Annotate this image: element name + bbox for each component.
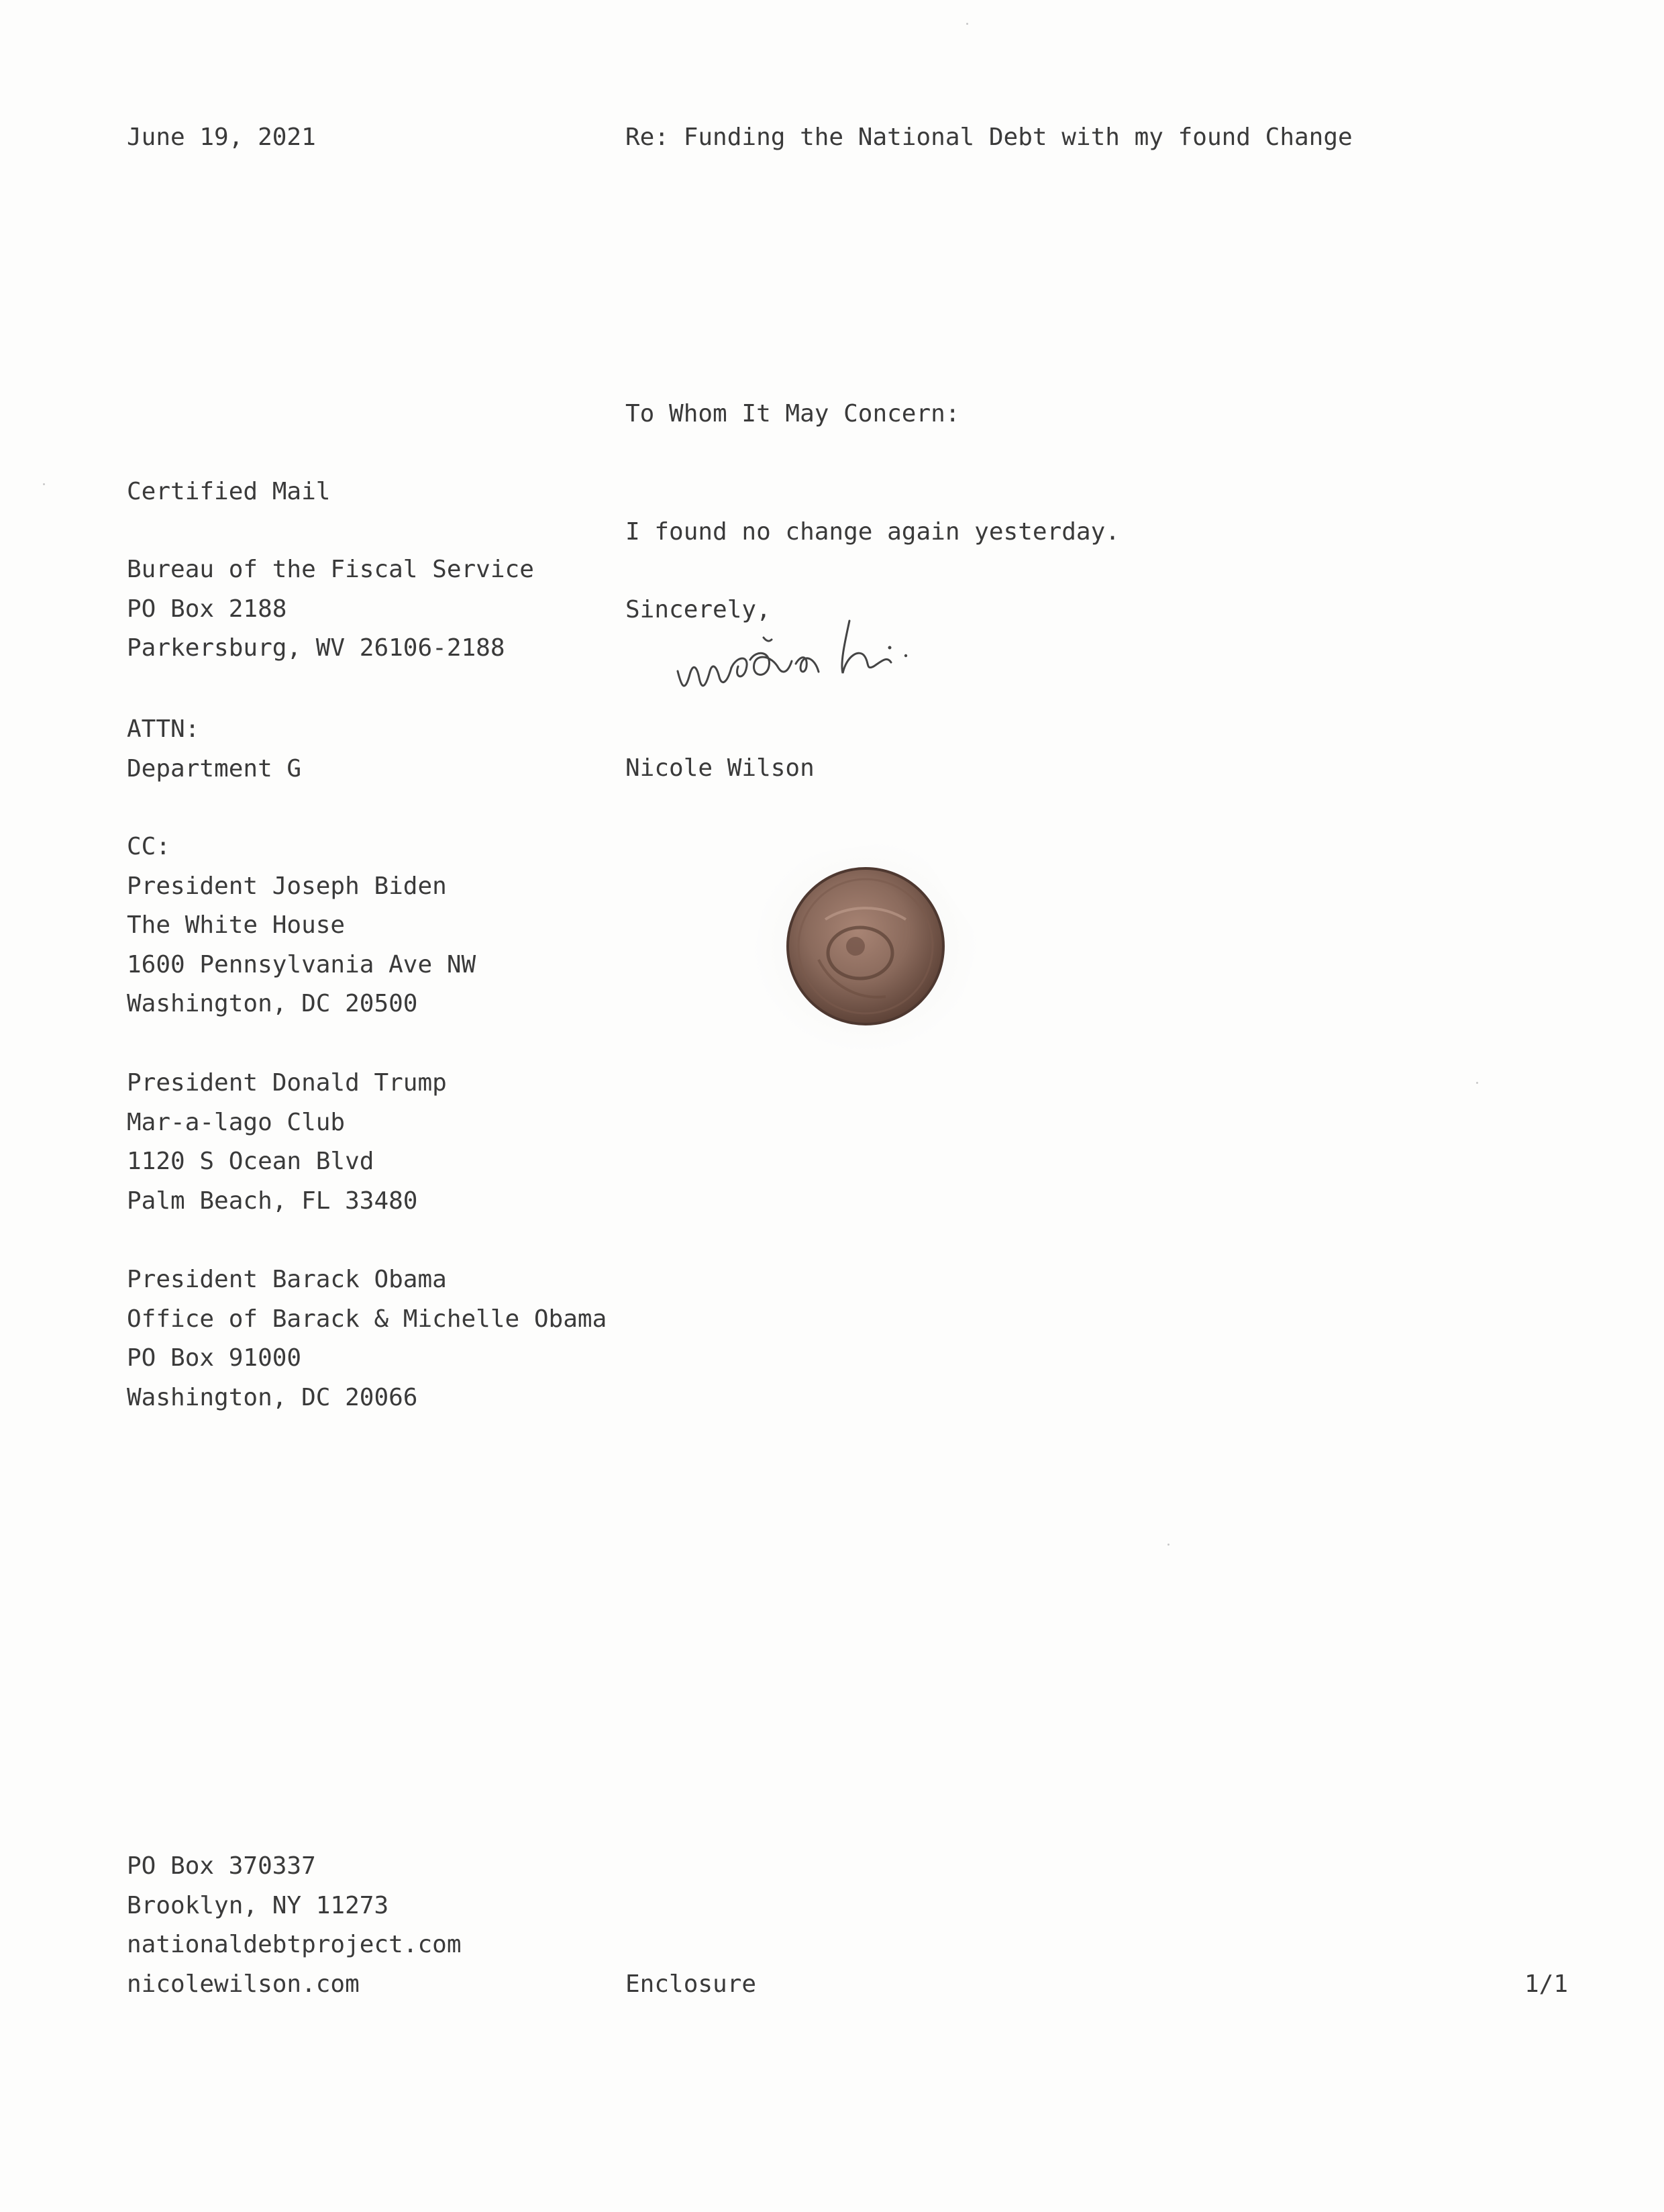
enclosure-note: Enclosure — [625, 1970, 757, 1998]
cc-2-city: Palm Beach, FL 33480 — [127, 1187, 418, 1215]
sender-website-personal[interactable]: nicolewilson.com — [127, 1970, 360, 1998]
attention-department: Department G — [127, 754, 302, 783]
letter-subject: Re: Funding the National Debt with my found Change — [625, 123, 1353, 151]
delivery-method: Certified Mail — [127, 478, 331, 505]
sender-address — [127, 1847, 462, 2004]
scan-speck — [1476, 1082, 1478, 1084]
cc-3-street: PO Box 91000 — [127, 1344, 302, 1372]
cc-2-org: Mar-a-lago Club — [127, 1108, 346, 1136]
cc-1-street: 1600 Pennsylvania Ave NW — [127, 950, 476, 978]
sender-website-project[interactable]: nationaldebtproject.com — [127, 1931, 462, 1958]
cc-2-street: 1120 S Ocean Blvd — [127, 1148, 374, 1175]
page-number: 1/1 — [1524, 1970, 1569, 1998]
cc-block — [127, 827, 476, 1024]
cc-2-name: President Donald Trump — [127, 1069, 447, 1097]
scan-speck — [43, 483, 45, 485]
handwritten-signature — [664, 607, 986, 742]
attention-label: ATTN: — [127, 715, 200, 743]
recipient-po-box: PO Box 2188 — [127, 595, 287, 623]
cc-label: CC: — [127, 833, 171, 860]
scan-speck — [966, 23, 968, 25]
closing: Sincerely, — [625, 596, 771, 623]
cc-group-3 — [127, 1260, 607, 1417]
salutation: To Whom It May Concern: — [625, 400, 960, 428]
cc-1-name: President Joseph Biden — [127, 872, 447, 900]
cc-1-city: Washington, DC 20500 — [127, 990, 418, 1017]
cc-group-2 — [127, 1064, 447, 1221]
penny-coin-image — [745, 832, 986, 1074]
cc-3-org: Office of Barack & Michelle Obama — [127, 1305, 607, 1333]
scan-speck — [1167, 1544, 1169, 1546]
recipient-address — [127, 550, 534, 668]
letter-message: I found no change again yesterday. — [625, 518, 1120, 546]
sender-po-box: PO Box 370337 — [127, 1852, 316, 1880]
sender-city: Brooklyn, NY 11273 — [127, 1891, 389, 1919]
recipient-city: Parkersburg, WV 26106-2188 — [127, 634, 505, 662]
cc-3-name: President Barack Obama — [127, 1266, 447, 1293]
recipient-name: Bureau of the Fiscal Service — [127, 556, 534, 583]
signer-name: Nicole Wilson — [625, 754, 815, 782]
attention-block — [127, 710, 301, 789]
cc-1-org: The White House — [127, 911, 346, 939]
letter-date: June 19, 2021 — [127, 123, 316, 151]
cc-3-city: Washington, DC 20066 — [127, 1383, 418, 1411]
